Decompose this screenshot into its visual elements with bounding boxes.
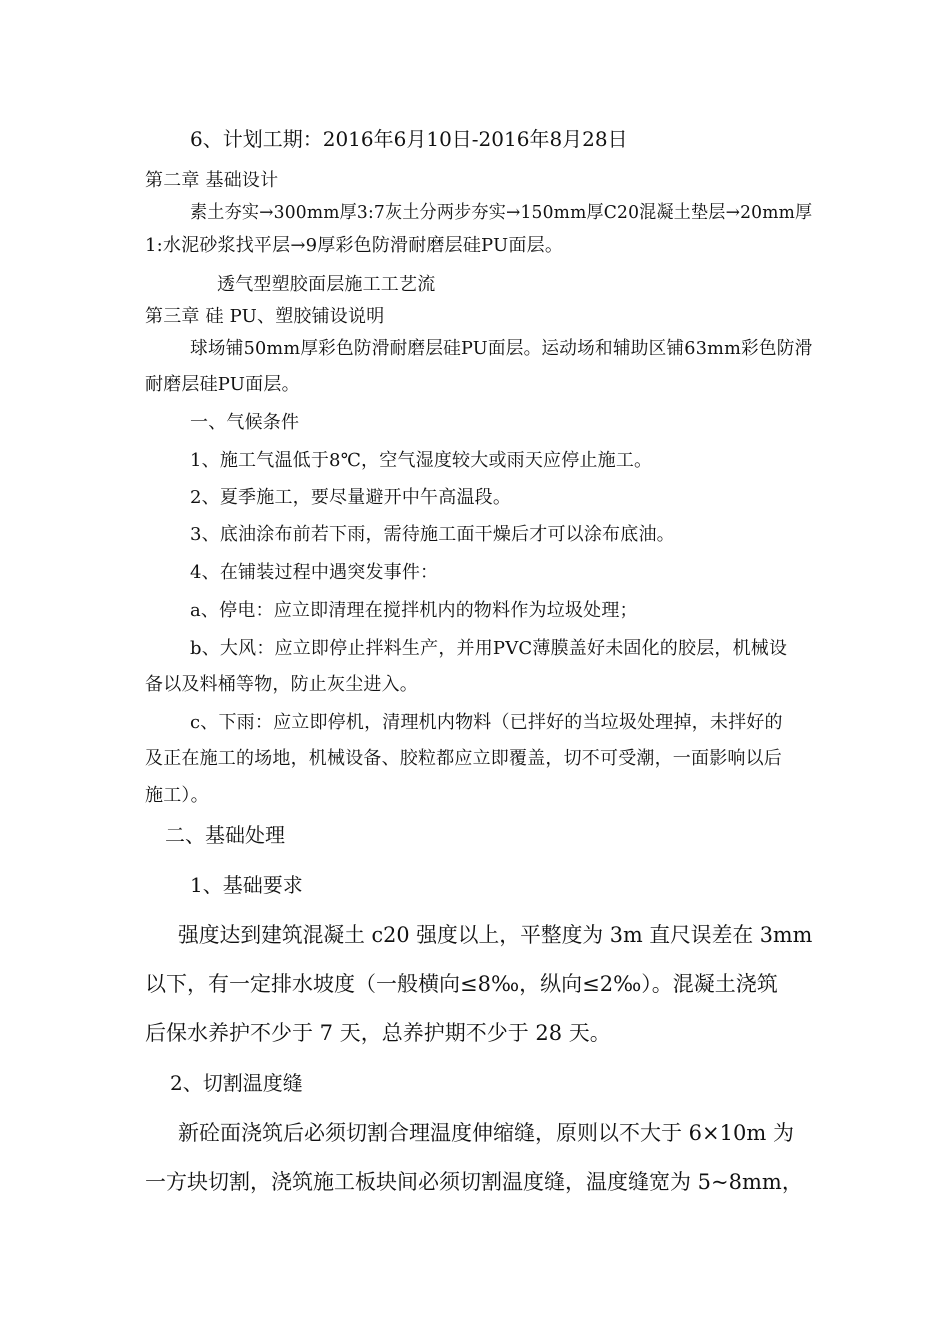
requirement-text-line: 后保水养护不少于 7 天，总养护期不少于 28 天。 <box>145 1021 611 1045</box>
schedule-line: 6、计划工期：2016年6月10日-2016年8月28日 <box>190 127 628 151</box>
joint-text-line: 一方块切割，浇筑施工板块间必须切割温度缝，温度缝宽为 5~8mm， <box>145 1170 803 1194</box>
climate-subitem: c、下雨：应立即停机，清理机内物料（已拌好的当垃圾处理掉，未拌好的 <box>190 712 783 733</box>
climate-item: 2、夏季施工，要尽量避开中午高温段。 <box>190 487 512 508</box>
climate-subitem: 备以及料桶等物，防止灰尘进入。 <box>145 674 418 695</box>
climate-subitem: b、大风：应立即停止拌料生产，并用PVC薄膜盖好未固化的胶层，机械设 <box>190 638 788 659</box>
chapter2-heading: 第二章 基础设计 <box>145 170 279 191</box>
climate-subitem: a、停电：应立即清理在搅拌机内的物料作为垃圾处理； <box>190 600 638 621</box>
joint-text-line: 新砼面浇筑后必须切割合理温度伸缩缝，原则以不大于 6×10m 为 <box>178 1121 794 1145</box>
joint-heading: 2、切割温度缝 <box>170 1071 303 1095</box>
requirement-text-line: 以下，有一定排水坡度（一般横向≤8‰，纵向≤2‰）。混凝土浇筑 <box>145 972 778 996</box>
requirement-text-line: 强度达到建筑混凝土 c20 强度以上，平整度为 3m 直尺误差在 3mm <box>178 923 813 947</box>
climate-item: 1、施工气温低于8℃，空气湿度较大或雨天应停止施工。 <box>190 450 653 471</box>
chapter3-intro-line: 球场铺50mm厚彩色防滑耐磨层硅PU面层。运动场和辅助区铺63mm彩色防滑 <box>190 338 813 359</box>
flow-title: 透气型塑胶面层施工工艺流 <box>217 274 436 295</box>
climate-subitem: 施工）。 <box>145 785 209 806</box>
foundation-heading: 二、基础处理 <box>165 823 285 847</box>
chapter3-heading: 第三章 硅 PU、塑胶铺设说明 <box>145 306 385 327</box>
climate-item: 3、底油涂布前若下雨，需待施工面干燥后才可以涂布底油。 <box>190 524 675 545</box>
chapter2-paragraph-line: 1:水泥砂浆找平层→9厚彩色防滑耐磨层硅PU面层。 <box>145 235 564 256</box>
climate-heading: 一、气候条件 <box>190 412 300 433</box>
climate-subitem: 及正在施工的场地，机械设备、胶粒都应立即覆盖，切不可受潮，一面影响以后 <box>145 748 782 769</box>
chapter2-paragraph-line: 素土夯实→300mm厚3:7灰土分两步夯实→150mm厚C20混凝土垫层→20mm厚 <box>190 202 813 223</box>
climate-item: 4、在铺装过程中遇突发事件： <box>190 562 439 583</box>
requirement-heading: 1、基础要求 <box>190 873 303 897</box>
chapter3-intro-line: 耐磨层硅PU面层。 <box>145 374 300 395</box>
